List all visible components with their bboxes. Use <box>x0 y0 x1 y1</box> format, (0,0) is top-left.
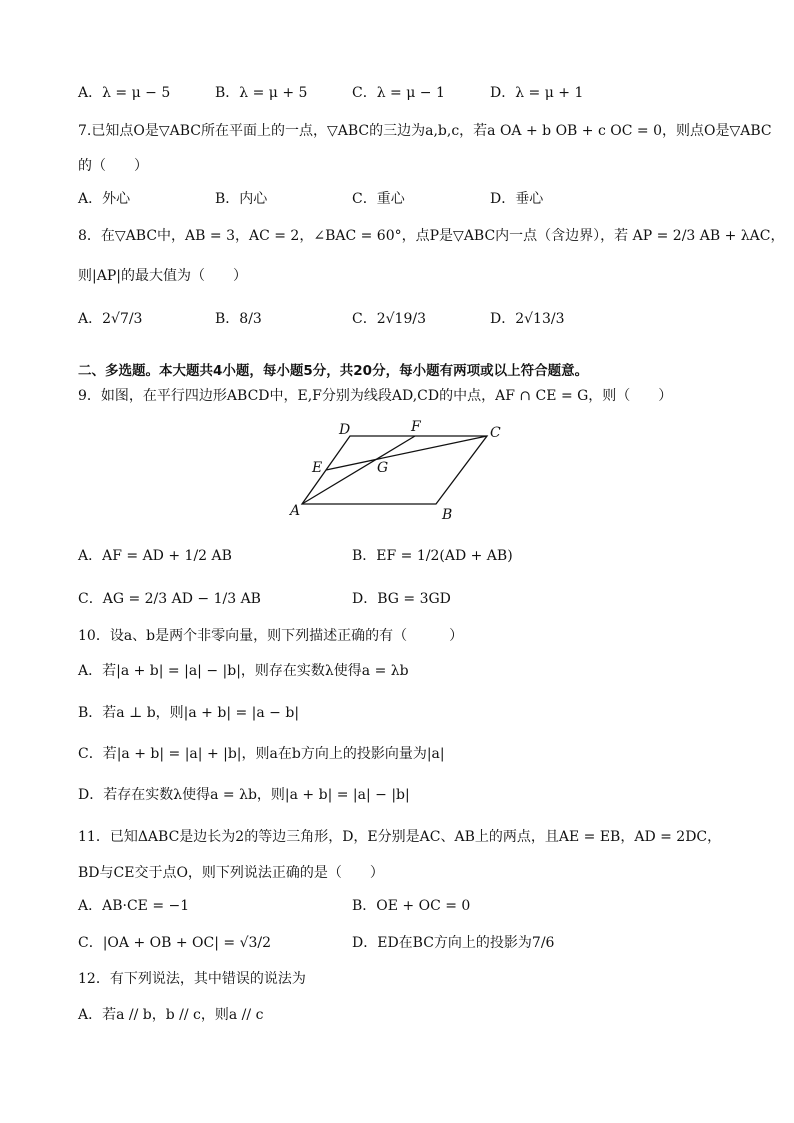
q8-stem: 8．在▽ABC中，AB = 3，AC = 2，∠BAC = 60°，点P是▽ABC内一点（含边界），若 AP = 2/3 AB + λAC， <box>78 228 785 244</box>
q11-option-b: B．OE + OC = 0 <box>352 898 471 914</box>
q8-stem-cont: 则|AP|的最大值为（ ） <box>78 268 247 284</box>
label-d: D <box>339 422 351 438</box>
q12-option-a: A．若a // b，b // c，则a // c <box>78 1007 264 1023</box>
q9-option-b: B．EF = 1/2(AD + AB) <box>352 548 513 564</box>
q9-stem: 9．如图，在平行四边形ABCD中，E,F分别为线段AD,CD的中点，AF ∩ CE = G，则（ ） <box>78 388 673 404</box>
q11-option-a: A．AB·CE = −1 <box>78 898 190 914</box>
segment-ec <box>326 436 487 470</box>
q7-stem-cont: 的（ ） <box>78 158 148 174</box>
q11-option-c: C．|OA + OB + OC| = √3/2 <box>78 935 272 951</box>
label-f: F <box>411 419 421 435</box>
section-title: 二、多选题。本大题共4小题，每小题5分，共20分，每小题有两项或以上符合题意。 <box>78 363 589 379</box>
label-e: E <box>312 460 323 476</box>
label-c: C <box>490 425 501 441</box>
parallelogram <box>302 436 487 504</box>
q10-option-b: B．若a ⊥ b，则|a + b| = |a − b| <box>78 705 300 721</box>
q7-option-c: C．重心 <box>352 191 405 207</box>
q8-option-a: A．2√7/3 <box>78 311 143 327</box>
q7-stem: 7.已知点O是▽ABC所在平面上的一点，▽ABC的三边为a,b,c，若a OA + b OB + c OC = 0，则点O是▽ABC <box>78 123 772 139</box>
q9-option-c: C．AG = 2/3 AD − 1/3 AB <box>78 591 261 607</box>
q11-stem-cont: BD与CE交于点O，则下列说法正确的是（ ） <box>78 865 384 881</box>
q9-option-a: A．AF = AD + 1/2 AB <box>78 548 232 564</box>
q11-option-d: D．ED在BC方向上的投影为7/6 <box>352 935 555 951</box>
label-g: G <box>377 460 389 476</box>
q6-option-a: A．λ = μ − 5 <box>78 85 171 101</box>
q10-stem: 10．设a、b是两个非零向量，则下列描述正确的有（ ） <box>78 628 464 644</box>
q12-stem: 12．有下列说法，其中错误的说法为 <box>78 971 306 987</box>
label-a: A <box>290 503 301 519</box>
q9-option-d: D．BG = 3GD <box>352 591 451 607</box>
q11-stem: 11．已知ΔABC是边长为2的等边三角形，D，E分别是AC、AB上的两点，且AE = EB，AD = 2DC， <box>78 829 722 845</box>
q6-option-b: B．λ = μ + 5 <box>215 85 308 101</box>
q10-option-c: C．若|a + b| = |a| + |b|，则a在b方向上的投影向量为|a| <box>78 746 445 762</box>
q10-option-a: A．若|a + b| = |a| − |b|，则存在实数λ使得a = λb <box>78 663 409 679</box>
q8-option-d: D．2√13/3 <box>490 311 565 327</box>
q6-option-d: D．λ = μ + 1 <box>490 85 584 101</box>
q10-option-d: D．若存在实数λ使得a = λb，则|a + b| = |a| − |b| <box>78 787 410 803</box>
q7-option-a: A．外心 <box>78 191 131 207</box>
q6-option-c: C．λ = μ − 1 <box>352 85 445 101</box>
label-b: B <box>442 507 453 523</box>
q8-option-b: B．8/3 <box>215 311 262 327</box>
q8-option-c: C．2√19/3 <box>352 311 426 327</box>
q7-option-d: D．垂心 <box>490 191 544 207</box>
segment-af <box>302 436 415 504</box>
q7-option-b: B．内心 <box>215 191 268 207</box>
